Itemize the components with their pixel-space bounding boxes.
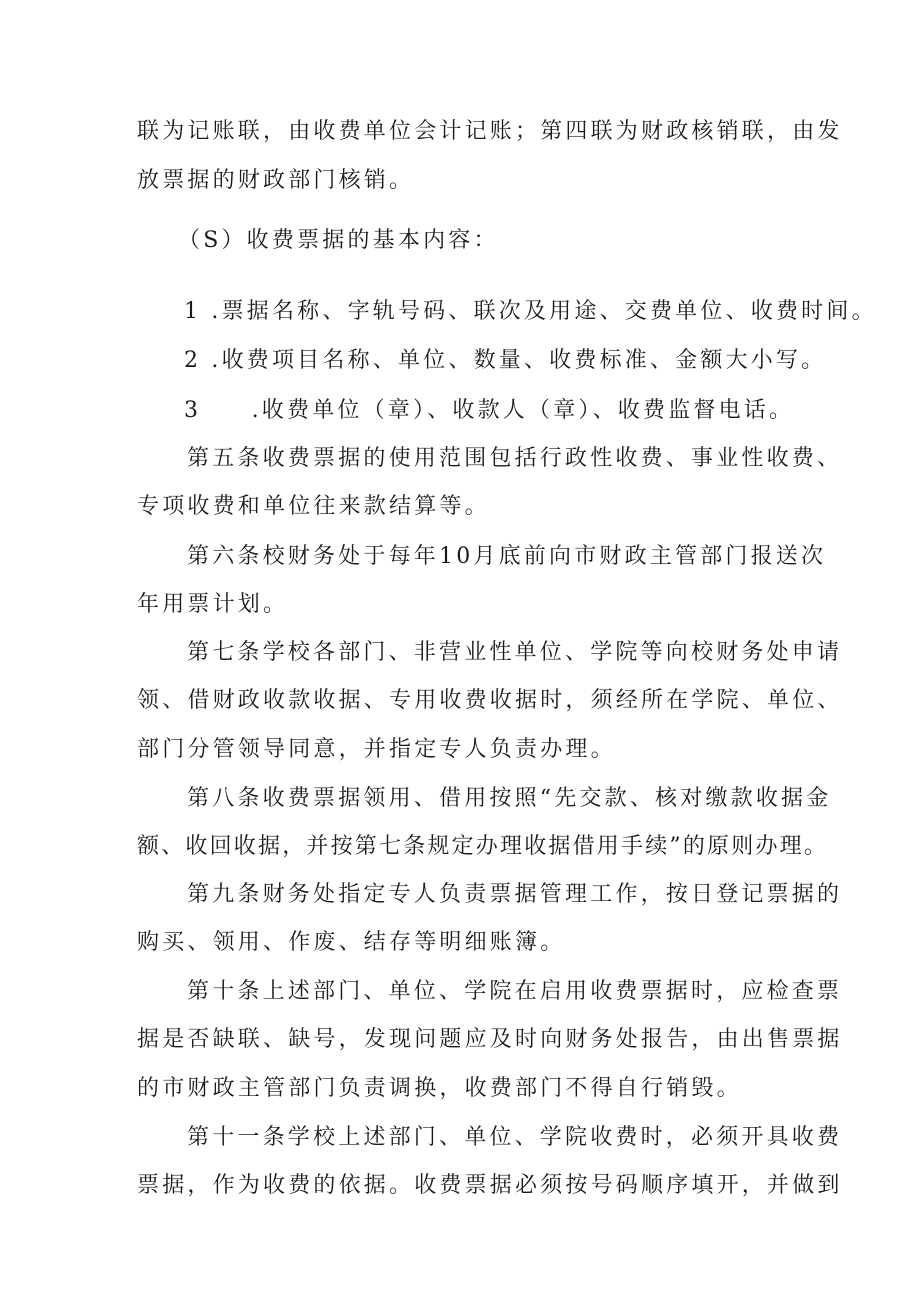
list-item-2: 2 .收费项目名称、单位、数量、收费标准、金额大小写。 <box>184 348 827 373</box>
article-6-line-2: 年用票计划。 <box>137 592 289 617</box>
text-line-2: 放票据的财政部门核销。 <box>137 168 415 193</box>
article-5-line-2: 专项收费和单位往来款结算等。 <box>137 494 490 519</box>
article-10-line-3: 的市财政主管部门负责调换，收费部门不得自行销毁。 <box>137 1076 742 1101</box>
text-line-1: 联为记账联，由收费单位会计记账；第四联为财政核销联，由发 <box>137 119 843 144</box>
section-heading: （S）收费票据的基本内容： <box>178 228 499 253</box>
article-9-line-1: 第九条财务处指定专人负责票据管理工作，按日登记票据的 <box>187 882 843 907</box>
article-10-line-1: 第十条上述部门、单位、学院在启用收费票据时，应检查票 <box>187 979 843 1004</box>
list-item-1: 1 .票据名称、字轨号码、联次及用途、交费单位、收费时间。 <box>184 299 877 324</box>
article-11-line-1: 第十一条学校上述部门、单位、学院收费时，必须开具收费 <box>187 1125 843 1150</box>
article-8-line-2: 额、收回收据，并按第七条规定办理收据借用手续”的原则办理。 <box>137 834 829 859</box>
article-11-line-2: 票据，作为收费的依据。收费票据必须按号码顺序填开，并做到 <box>137 1173 843 1198</box>
article-7-line-1: 第七条学校各部门、非营业性单位、学院等向校财务处申请 <box>187 640 843 665</box>
article-5-line-1: 第五条收费票据的使用范围包括行政性收费、事业性收费、 <box>187 446 843 471</box>
article-7-line-3: 部门分管领导同意，并指定专人负责办理。 <box>137 737 616 762</box>
article-10-line-2: 据是否缺联、缺号，发现问题应及时向财务处报告，由出售票据 <box>137 1027 843 1052</box>
list-item-3: 3 .收费单位（章）、收款人（章）、收费监督电话。 <box>184 398 795 423</box>
article-6-line-1: 第六条校财务处于每年10月底前向市财政主管部门报送次 <box>187 544 827 569</box>
article-9-line-2: 购买、领用、作废、结存等明细账簿。 <box>137 930 566 955</box>
article-7-line-2: 领、借财政收款收据、专用收费收据时，须经所在学院、单位、 <box>137 688 843 713</box>
article-8-line-1: 第八条收费票据领用、借用按照“先交款、核对缴款收据金 <box>187 786 832 811</box>
